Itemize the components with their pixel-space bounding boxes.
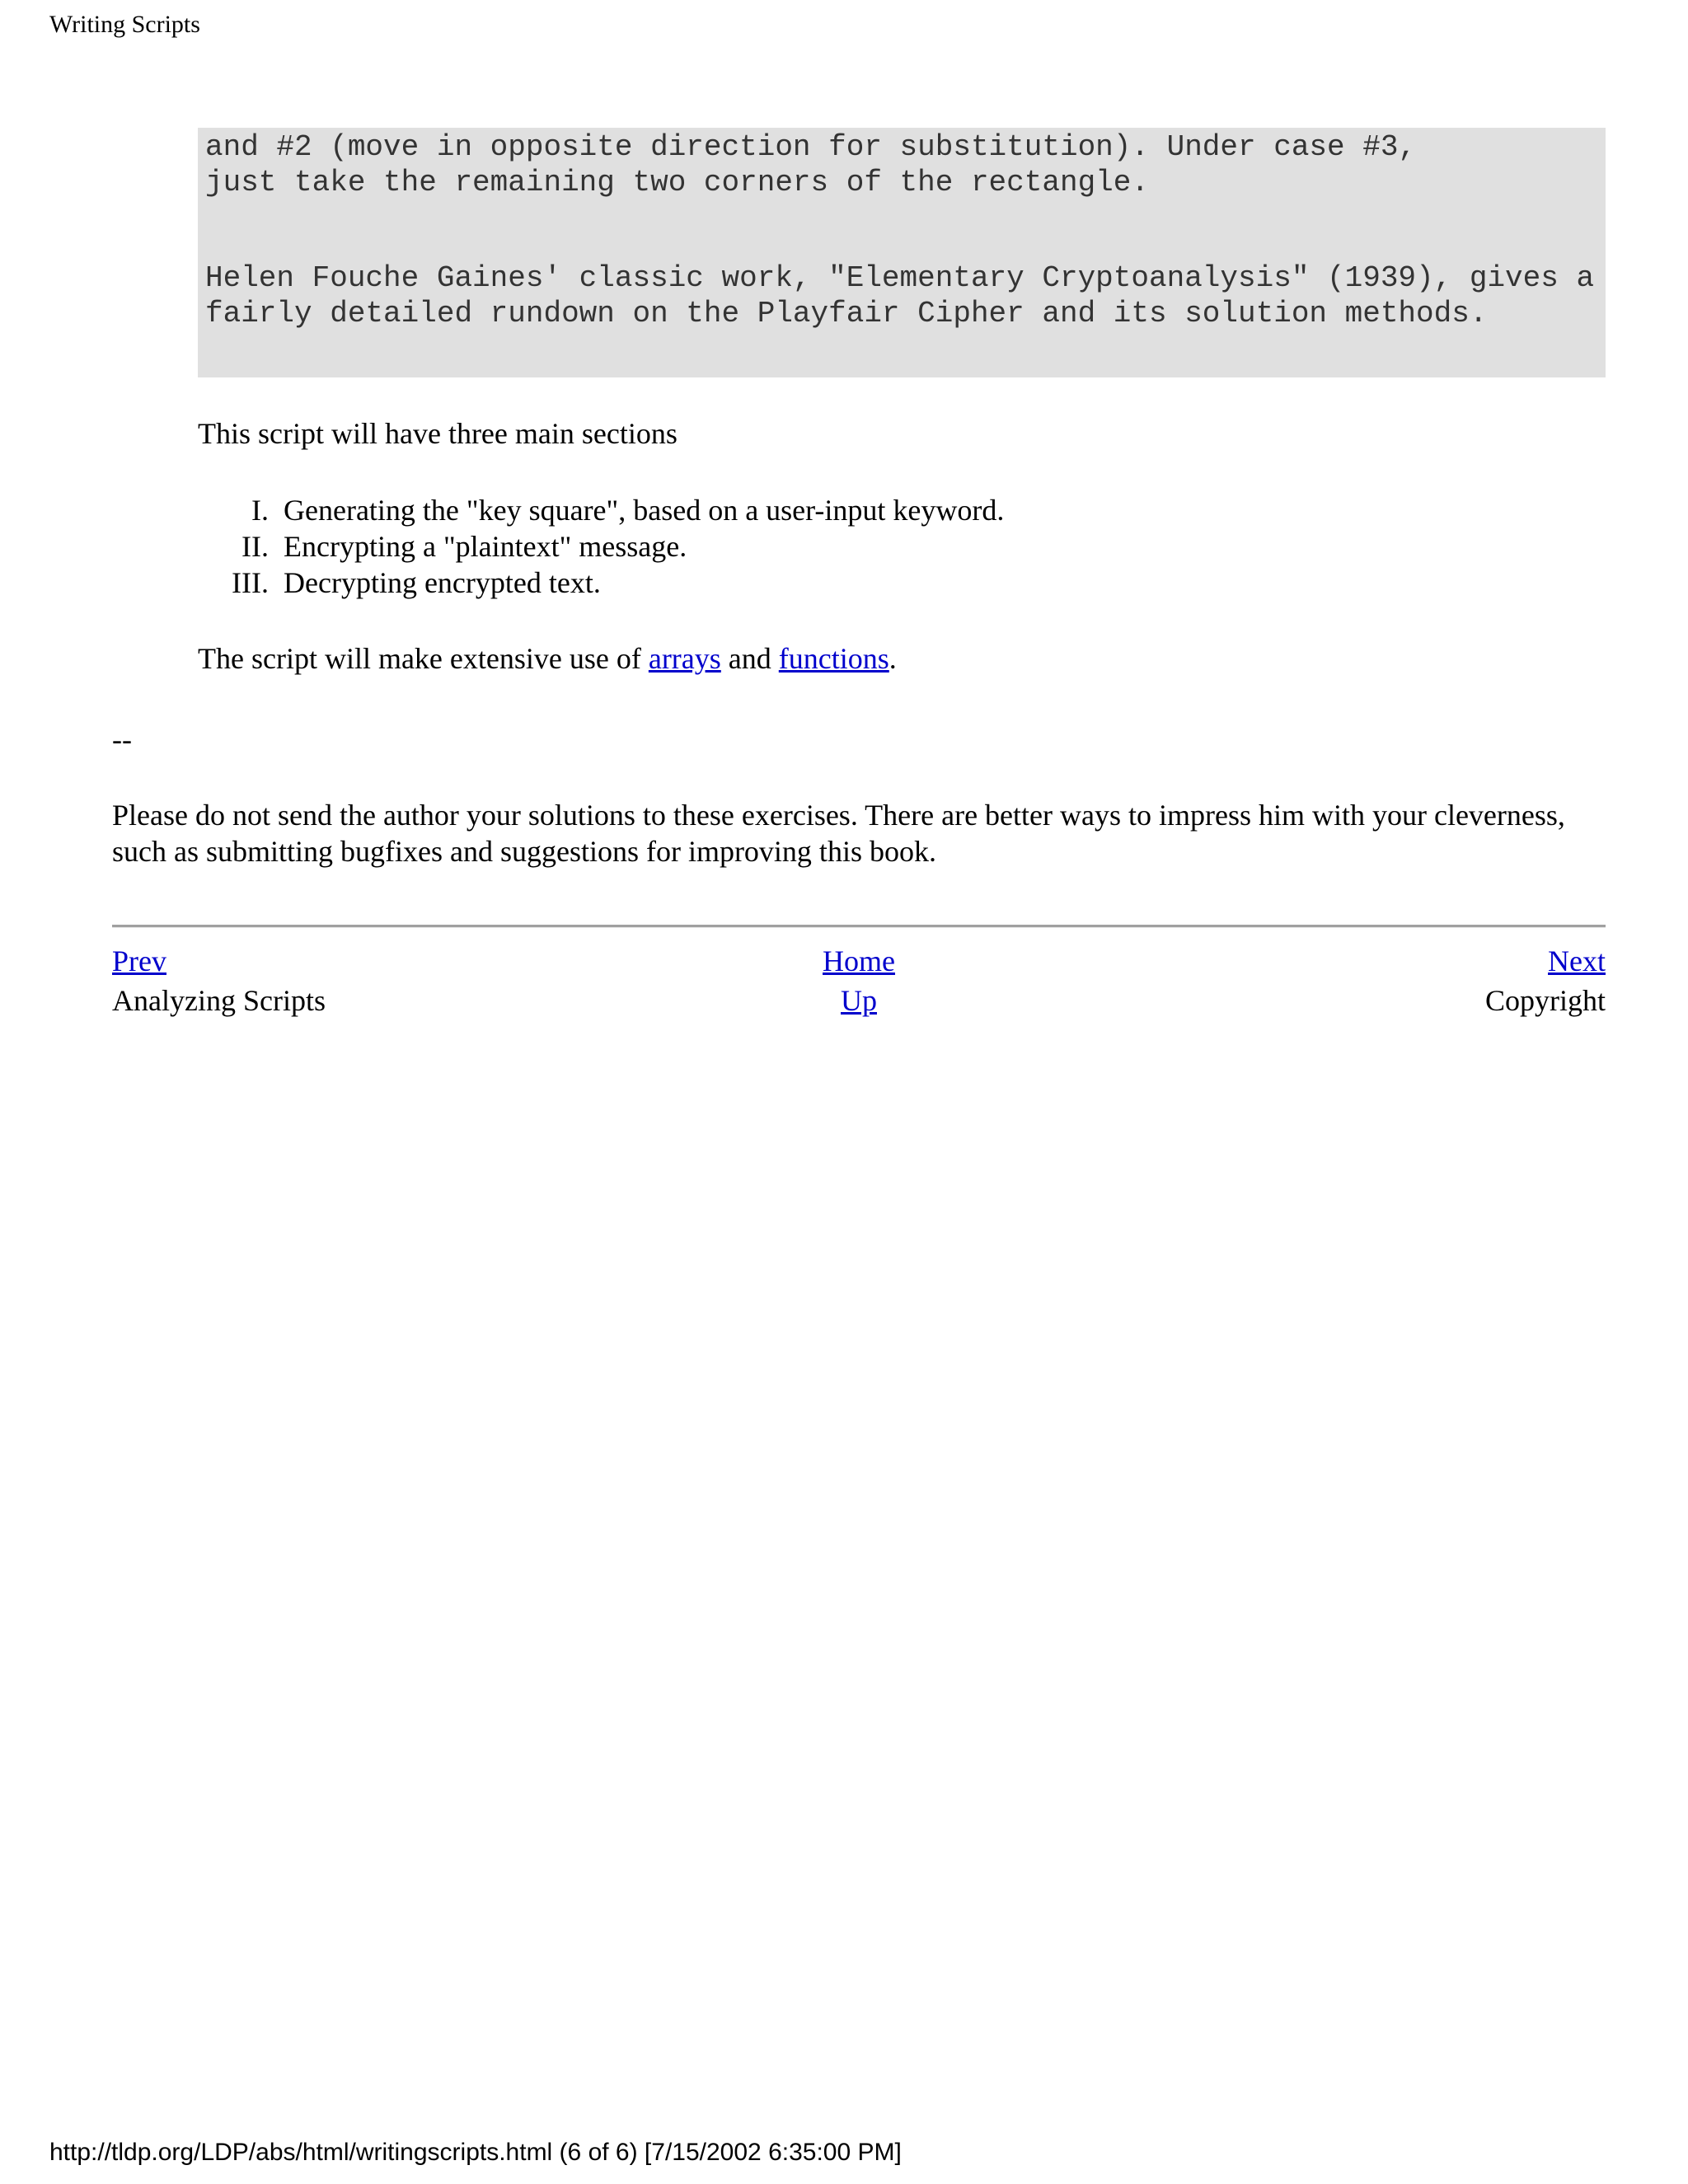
next-title: Copyright [1484, 984, 1606, 1017]
home-link[interactable]: Home [823, 944, 895, 977]
arrays-link[interactable]: arrays [648, 642, 721, 675]
list-item-number: III. [232, 566, 269, 599]
sentence-text: The script will make extensive use of [198, 642, 649, 675]
sentence-text: . [889, 642, 897, 675]
sections-list [198, 492, 1004, 601]
nav-next [1485, 941, 1606, 1020]
arrays-functions-paragraph [198, 640, 897, 677]
prev-link[interactable]: Prev [112, 944, 166, 977]
code-line: and #2 (move in opposite direction for substitution). Under case #3, [205, 130, 1417, 164]
up-link[interactable]: Up [841, 984, 877, 1017]
nav-home-up [742, 941, 976, 1020]
next-link[interactable]: Next [1548, 944, 1606, 977]
list-item-number: II. [241, 530, 269, 563]
author-note: Please do not send the author your solutions to these exercises. There are better ways to impress him with your cleverness, such as submitting bugfixes and suggestions for improving this book. [112, 799, 1565, 868]
page-header-title: Writing Scripts [49, 11, 200, 38]
functions-link[interactable]: functions [778, 642, 889, 675]
horizontal-divider [112, 925, 1606, 928]
nav-prev [112, 941, 326, 1020]
list-item-text: Encrypting a "plaintext" message. [284, 530, 687, 563]
list-item-number: I. [251, 494, 269, 527]
list-item-text: Generating the "key square", based on a user-input keyword. [284, 494, 1005, 527]
code-line: just take the remaining two corners of the rectangle. [205, 166, 1149, 199]
list-item [198, 528, 1004, 565]
code-line: fairly detailed rundown on the Playfair Cipher and its solution methods. [205, 297, 1488, 330]
code-block [198, 128, 1606, 377]
prev-title: Analyzing Scripts [112, 984, 326, 1017]
list-item [198, 565, 1004, 601]
list-item [198, 492, 1004, 528]
sentence-text: and [720, 642, 779, 675]
list-item-text: Decrypting encrypted text. [284, 566, 601, 599]
separator-dashes: -- [112, 723, 132, 756]
code-line: Helen Fouche Gaines' classic work, "Elementary Cryptoanalysis" (1939), gives a [205, 261, 1595, 295]
page-footer-url: http://tldp.org/LDP/abs/html/writingscripts.html (6 of 6) [7/15/2002 6:35:00 PM] [49, 2139, 902, 2166]
intro-paragraph: This script will have three main sections [198, 417, 678, 450]
